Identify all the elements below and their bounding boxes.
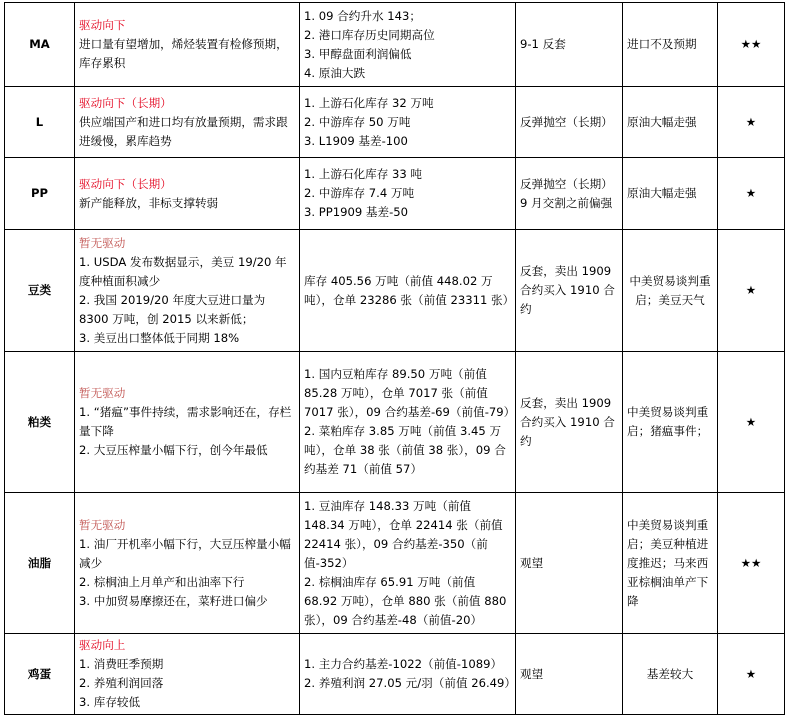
risk-cell: 进口不及预期 [623,3,718,87]
driver-cell [75,352,300,493]
rating-stars: ★ [718,352,785,493]
strategy-cell: 反弹抛空（长期）9 月交割之前偏强 [516,158,623,230]
commodity-name: L [5,87,75,158]
data-line: 2. 港口库存历史同期高位 [304,27,435,42]
data-line: 1. 国内豆粕库存 89.50 万吨（前值 85.28 万吨），仓单 7017 张（前值 7017 张），09 合约基差-69（前值-79） [304,367,516,419]
rating-stars: ★★ [718,493,785,634]
strategy-cell: 反弹抛空（长期） [516,87,623,158]
risk-cell: 中美贸易谈判重启；美豆天气 [623,230,718,352]
data-cell [300,87,516,158]
data-line: 1. 豆油库存 148.33 万吨（前值 148.34 万吨），仓单 22414 张（前值 22414 张），09 合约基差-350（前值-352） [304,498,503,570]
table-row [5,230,785,352]
table-row [5,158,785,230]
driver-line: 进口量有望增加，烯烃装置有检修预期，库存累积 [79,37,288,70]
table-row [5,3,785,87]
driver-line: 3. 库存较低 [79,695,141,709]
driver-heading: 暂无驱动 [79,235,126,250]
data-line: 4. 原油大跌 [304,65,366,80]
driver-line: 3. 中加贸易摩擦还在，菜籽进口偏少 [79,593,268,608]
data-line: 2. 养殖利润 27.05 元/羽（前值 26.49） [304,676,517,690]
risk-cell: 中美贸易谈判重启；美豆种植进度推迟；马来西亚棕榈油单产下降 [623,493,718,634]
commodity-name: 粕类 [5,352,75,493]
strategy-cell: 观望 [516,634,623,715]
data-line: 2. 中游库存 50 万吨 [304,114,411,129]
data-line: 3. PP1909 基差-50 [304,205,409,219]
data-line: 1. 主力合约基差-1022（前值-1089） [304,657,503,671]
table-row [5,352,785,493]
commodity-name: PP [5,158,75,230]
driver-line: 1. 油厂开机率小幅下行，大豆压榨量小幅减少 [79,536,291,570]
commodity-name: 鸡蛋 [5,634,75,715]
rating-stars: ★★ [718,3,785,87]
driver-cell [75,158,300,230]
driver-cell [75,230,300,352]
data-line: 库存 405.56 万吨（前值 448.02 万吨），仓单 23286 张（前值 23311 张） [304,273,515,307]
rating-stars: ★ [718,230,785,352]
strategy-table [4,2,785,715]
data-line: 1. 上游石化库存 32 万吨 [304,95,434,110]
strategy-cell: 观望 [516,493,623,634]
risk-cell: 中美贸易谈判重启；猪瘟事件； [623,352,718,493]
rating-stars: ★ [718,634,785,715]
data-line: 1. 09 合约升水 143； [304,8,421,23]
table-row [5,87,785,158]
data-line: 2. 菜粕库存 3.85 万吨（前值 3.45 万吨），仓单 38 张（前值 38 张），09 合约基差 71（前值 57） [304,424,506,476]
driver-line: 2. 我国 2019/20 年度大豆进口量为 8300 万吨，创 2015 以来新低； [79,292,266,326]
driver-cell [75,493,300,634]
driver-cell [75,634,300,715]
strategy-cell: 9-1 反套 [516,3,623,87]
driver-line: 新产能释放，非标支撑转弱 [79,195,219,210]
driver-line: 1. 消费旺季预期 [79,657,164,671]
commodity-name: MA [5,3,75,87]
driver-line: 1. “猪瘟”事件持续，需求影响还在，存栏量下降 [79,405,292,438]
risk-cell: 基差较大 [623,634,718,715]
driver-heading: 驱动向下（长期） [79,176,172,191]
data-line: 2. 中游库存 7.4 万吨 [304,186,415,200]
data-line: 3. L1909 基差-100 [304,133,408,148]
data-cell [300,352,516,493]
table-row [5,493,785,634]
driver-line: 3. 美豆出口整体低于同期 18% [79,330,240,345]
driver-line: 2. 养殖利润回落 [79,676,164,690]
driver-heading: 暂无驱动 [79,386,126,400]
driver-heading: 暂无驱动 [79,517,126,532]
commodity-name: 豆类 [5,230,75,352]
data-cell [300,158,516,230]
driver-line: 供应端国产和进口均有放量预期，需求跟进缓慢，累库趋势 [79,114,288,148]
driver-line: 1. USDA 发布数据显示，美豆 19/20 年度种植面积减少 [79,254,287,288]
driver-cell [75,3,300,87]
driver-heading: 驱动向下 [79,18,126,32]
commodity-name: 油脂 [5,493,75,634]
data-cell [300,230,516,352]
data-cell [300,634,516,715]
data-line: 3. 甲醇盘面利润偏低 [304,46,412,61]
table-row [5,634,785,715]
driver-cell [75,87,300,158]
rating-stars: ★ [718,87,785,158]
data-cell [300,493,516,634]
rating-stars: ★ [718,158,785,230]
driver-heading: 驱动向下（长期） [79,95,172,110]
driver-line: 2. 大豆压榨量小幅下行，创今年最低 [79,443,268,457]
driver-line: 2. 棕榈油上月单产和出油率下行 [79,574,245,589]
driver-heading: 驱动向上 [79,638,126,652]
strategy-cell: 反套，卖出 1909 合约买入 1910 合约 [516,230,623,352]
data-line: 2. 棕榈油库存 65.91 万吨（前值 68.92 万吨），仓单 880 张（前值 880 张），09 合约基差-48（前值-20） [304,574,507,627]
strategy-cell: 反套，卖出 1909 合约买入 1910 合约 [516,352,623,493]
risk-cell: 原油大幅走强 [623,87,718,158]
data-cell [300,3,516,87]
data-line: 1. 上游石化库存 33 吨 [304,167,423,181]
risk-cell: 原油大幅走强 [623,158,718,230]
